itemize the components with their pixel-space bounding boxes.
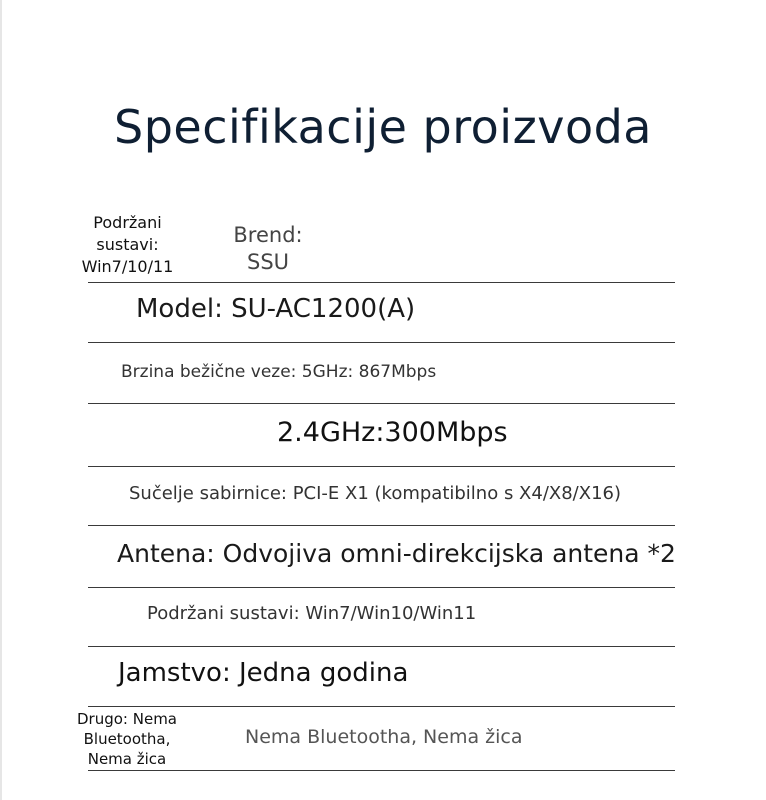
antenna-text: Antena: Odvojiva omni-direkcijska antena *2 (117, 539, 676, 568)
warranty-text: Jamstvo: Jedna godina (118, 658, 409, 688)
other-text: Nema Bluetootha, Nema žica (245, 726, 523, 748)
divider (88, 466, 675, 467)
divider (88, 282, 675, 283)
brand-label (218, 222, 318, 276)
brand-value: SSU (246, 250, 290, 274)
side-label-line: Win7/10/11 (81, 257, 174, 276)
side-label-line: Drugo: Nema (77, 710, 177, 728)
side-label-line: sustavi: (96, 235, 159, 254)
side-label-line: Podržani (93, 213, 162, 232)
supported-systems-side-label (70, 212, 185, 278)
side-label-line: Bluetootha, (83, 730, 171, 748)
divider (88, 587, 675, 588)
bus-interface-text: Sučelje sabirnice: PCI-E X1 (kompatibilno s X4/X8/X16) (129, 483, 622, 504)
divider (88, 770, 675, 771)
divider (88, 706, 675, 707)
wireless-speed-text: Brzina bežične veze: 5GHz: 867Mbps (121, 362, 437, 382)
page-title: Specifikacije proizvoda (114, 100, 652, 154)
supported-systems-text: Podržani sustavi: Win7/Win10/Win11 (147, 603, 477, 624)
other-side-label (68, 709, 186, 769)
side-label-line: Nema žica (87, 750, 167, 768)
divider (88, 342, 675, 343)
divider (88, 646, 675, 647)
divider (88, 525, 675, 526)
brand-label-line: Brend: (233, 223, 303, 247)
divider (88, 403, 675, 404)
model-text: Model: SU-AC1200(A) (136, 294, 416, 324)
speed-24ghz-text: 2.4GHz:300Mbps (277, 417, 508, 448)
